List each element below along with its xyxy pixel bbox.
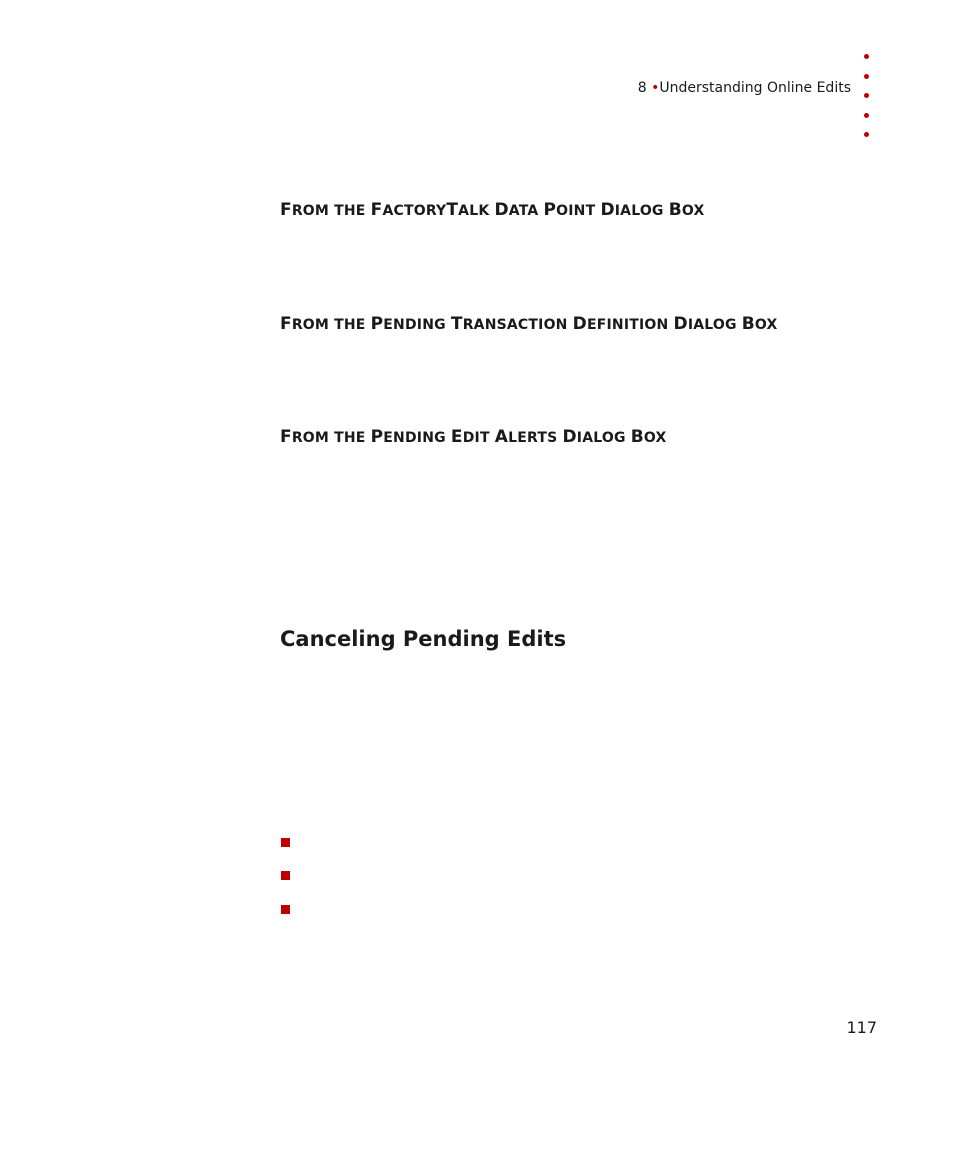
chapter-number: 8 [637,80,647,96]
bullet-marker [281,871,290,880]
margin-dot [864,113,869,118]
subheading-factorytalk-data-point: FROM THE FACTORYTALK DATA POINT DIALOG BOX [280,200,705,220]
bullet-marker [281,838,290,847]
subheading-pending-edit-alerts: FROM THE PENDING EDIT ALERTS DIALOG BOX [280,427,667,447]
running-header [638,79,851,97]
chapter-title: Understanding Online Edits [659,80,851,96]
bullet-marker [281,905,290,914]
header-separator-bullet: • [651,80,660,96]
page-number: 117 [846,1018,877,1037]
margin-dot [864,132,869,137]
subheading-pending-transaction-definition: FROM THE PENDING TRANSACTION DEFINITION DIALOG BOX [280,314,778,334]
margin-dot [864,74,869,79]
margin-dot [864,54,869,59]
section-title: Canceling Pending Edits [280,627,567,651]
margin-dot [864,93,869,98]
